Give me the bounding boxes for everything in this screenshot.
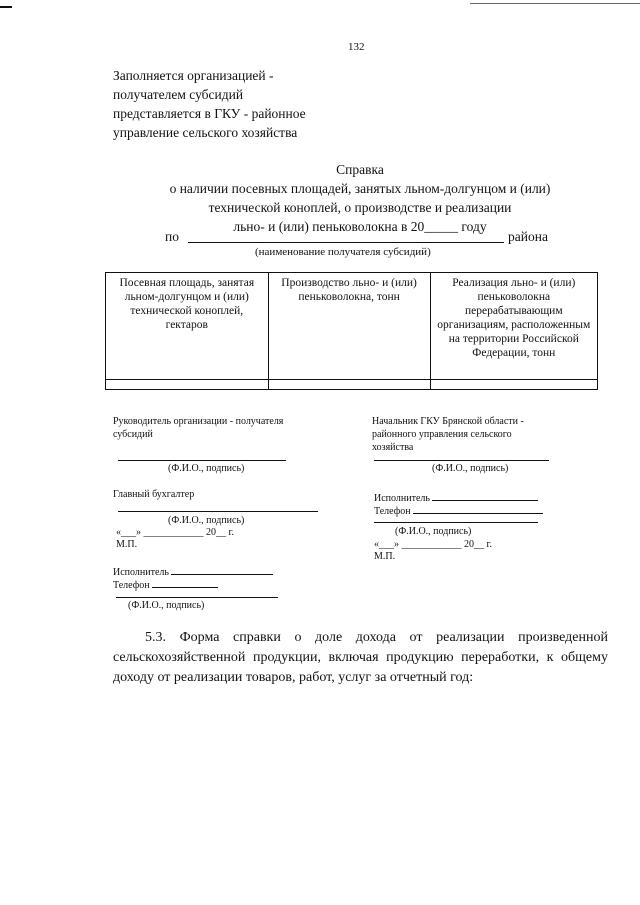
- left-executor-label: Исполнитель: [113, 567, 169, 578]
- right-head-title: Начальник ГКУ Брянской области - районного управления сельского хозяйства: [372, 416, 524, 453]
- intro-block: [113, 66, 373, 142]
- table-header-cell: Реализация льно- и (или) пеньковолокна перерабатывающим организациям, расположенным на территории Российской Федерации, тонн: [430, 273, 597, 380]
- left-stamp: М.П.: [116, 539, 138, 550]
- right-executor-sign-line: [374, 522, 538, 523]
- right-stamp: М.П.: [374, 551, 396, 562]
- table-row: [106, 380, 598, 390]
- left-accountant-title: Главный бухгалтер: [113, 489, 195, 500]
- certificate-subtitle-line: о наличии посевных площадей, занятых льном-долгунцом и (или): [169, 181, 551, 196]
- certificate-title-block: [100, 160, 620, 236]
- scan-edge-line-left: [0, 6, 12, 8]
- certificate-title: Справка: [336, 162, 384, 177]
- left-phone-line: [152, 575, 218, 588]
- certificate-subtitle-line: технической коноплей, о производстве и реализации: [208, 200, 512, 215]
- scan-edge-line-right: [470, 3, 640, 4]
- right-date-line: «___» ____________ 20__ г.: [374, 539, 492, 550]
- recipient-name-line: [188, 242, 504, 243]
- recipient-caption: (наименование получателя субсидий): [255, 246, 431, 258]
- right-phone-line: [413, 501, 543, 514]
- table-header-cell: Производство льно- и (или) пеньковолокна, тонн: [268, 273, 430, 380]
- intro-line: представляется в ГКУ - районное: [113, 106, 306, 121]
- page-number: 132: [348, 41, 365, 53]
- left-date-line: «___» ____________ 20__ г.: [116, 527, 234, 538]
- intro-line: Заполняется организацией -: [113, 68, 274, 83]
- right-head-fio-caption: (Ф.И.О., подпись): [432, 463, 509, 474]
- data-table: [105, 272, 598, 390]
- certificate-subtitle-line: льно- и (или) пеньковолокна в 20_____ году: [233, 219, 487, 234]
- left-head-title: Руководитель организации - получателя субсидий: [113, 416, 284, 440]
- table-cell: [430, 380, 597, 390]
- table-cell: [268, 380, 430, 390]
- by-prefix: по: [165, 229, 179, 244]
- left-accountant-sign-line: [118, 511, 318, 512]
- intro-line: управление сельского хозяйства: [113, 125, 298, 140]
- right-phone: [374, 501, 543, 518]
- left-executor-fio-caption: (Ф.И.О., подпись): [128, 600, 205, 611]
- district-suffix: района: [508, 229, 548, 244]
- left-phone-label: Телефон: [113, 580, 150, 591]
- left-accountant-fio-caption: (Ф.И.О., подпись): [168, 515, 245, 526]
- left-head-sign-line: [118, 460, 286, 461]
- right-executor-fio-caption: (Ф.И.О., подпись): [395, 526, 472, 537]
- right-phone-label: Телефон: [374, 506, 411, 517]
- table-cell: [106, 380, 269, 390]
- table-header-row: [106, 273, 598, 380]
- intro-line: получателем субсидий: [113, 87, 244, 102]
- left-head-fio-caption: (Ф.И.О., подпись): [168, 463, 245, 474]
- left-executor-sign-line: [116, 597, 278, 598]
- left-phone: [113, 575, 218, 592]
- right-executor-label: Исполнитель: [374, 493, 430, 504]
- left-executor-line: [171, 562, 273, 575]
- right-head-sign-line: [374, 460, 549, 461]
- right-executor-line: [432, 488, 538, 501]
- section-paragraph: 5.3. Форма справки о доле дохода от реализации произведенной сельскохозяйственной продукции, включая продукцию переработки, к общему доходу от реализации товаров, работ, услуг за отчетный год:: [113, 630, 608, 685]
- table-header-cell: Посевная площадь, занятая льном-долгунцом и (или) технической коноплей, гектаров: [106, 273, 269, 380]
